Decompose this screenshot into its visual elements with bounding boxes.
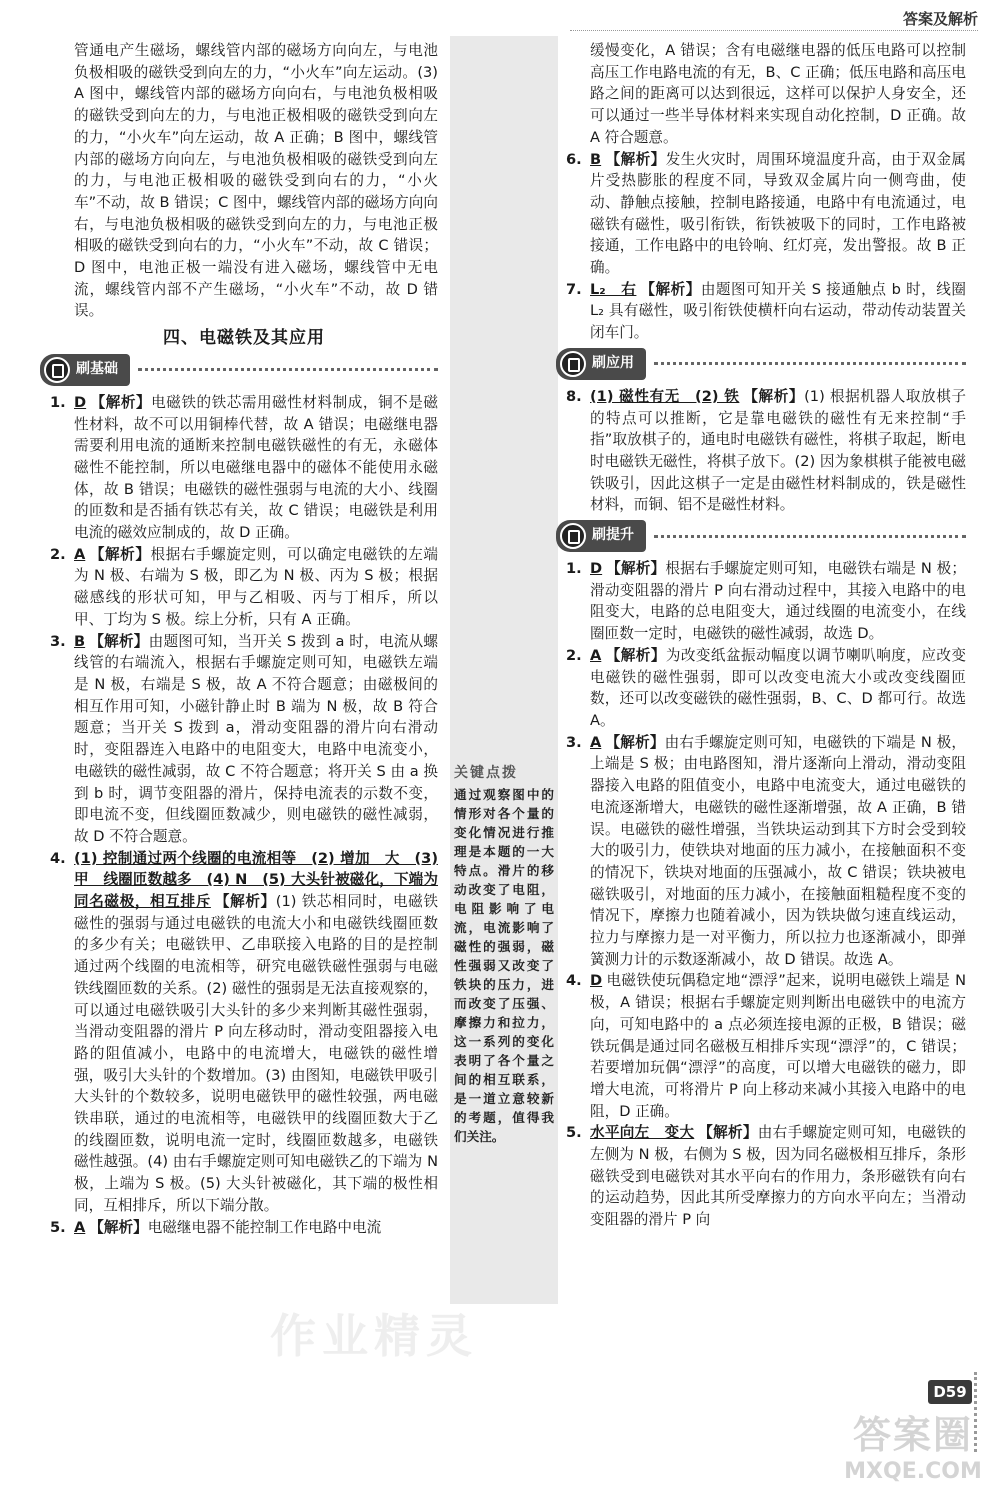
badge-improve [556, 520, 646, 552]
right-items-a [566, 149, 966, 344]
item-answer: A [74, 545, 86, 563]
item-tag: 【解析】 [743, 387, 805, 405]
item-text: 根据右手螺旋定则，可以确定电磁铁的左端为 N 极、右端为 S 极，即乙为 N 极、丙为 S 极；根据磁感线的形状可知，甲与乙相吸、丙与丁相斥，所以甲、丁均为 S 极。综上分析，只有 A 正确。 [74, 545, 438, 628]
item-text: 由右手螺旋定则可知，电磁铁的左侧为 N 极，右侧为 S 极，因为同名磁极相互排斥，条形磁铁受到电磁铁对其水平向右的作用力，条形磁铁有向右的运动趋势，因此其所受摩擦力的方向水平向左；当滑动变阻器的滑片 P 向 [590, 1124, 966, 1229]
item-number: 4. [50, 849, 66, 867]
item-answer: D [74, 393, 87, 411]
item-number: 1. [50, 393, 66, 411]
item-number: 5. [50, 1218, 66, 1236]
item-text: 电磁铁的铁芯需用磁性材料制成，铜不是磁性材料，故不可以用铜棒代替，故 A 错误；电磁继电器需要利用电流的通断来控制电磁铁磁性的有无，永磁体磁性不能控制，所以电磁继电器中的磁体不能使用永磁体，故 B 错误；电磁铁的磁性强弱与电流的大小、线圈的匝数和是否插有铁芯有关，故 C 错误；电磁铁是利用电流的磁效应制成的，故 D 正确。 [74, 393, 438, 542]
dotted-divider [654, 362, 966, 365]
answer-item [566, 732, 966, 971]
item-tag: 【解析】 [90, 393, 152, 411]
watermark-logo-text: 答案圈 [852, 1413, 973, 1457]
book-icon [560, 351, 586, 377]
page-number: D59 [928, 1380, 972, 1404]
left-items [50, 392, 438, 1238]
item-answer: A [74, 1218, 86, 1236]
item-answer: B [74, 632, 86, 650]
item-tag: 【解析】 [640, 280, 701, 298]
item-text: 电磁继电器不能控制工作电路中电流 [147, 1218, 382, 1236]
dotted-divider [654, 535, 966, 538]
badge-basic-row [40, 354, 438, 386]
item-tag: 【解析】 [89, 545, 151, 563]
answer-item [566, 1122, 966, 1231]
item-text: 为改变纸盆振动幅度以调节喇叭响度，应改变电磁铁的磁性强弱，即可以改变电流大小或改变线圈匝数，还可以改变磁铁的磁性强弱，B、C、D 都可行。故选 A。 [590, 646, 966, 729]
badge-apply-row [556, 348, 966, 380]
item-tag: 【解析】 [605, 646, 666, 664]
item-number: 8. [566, 387, 582, 405]
item-tag: 【解析】 [606, 560, 666, 578]
book-icon [560, 523, 586, 549]
item-tag: 【解析】 [89, 632, 149, 650]
right-column [566, 40, 966, 1231]
answer-item [566, 970, 966, 1122]
answer-item [566, 149, 966, 279]
answer-item [50, 544, 438, 631]
right-items-b [566, 386, 966, 516]
item-answer: A [590, 733, 602, 751]
item-answer: L₂ 右 [590, 280, 637, 298]
answer-item [566, 645, 966, 732]
answer-item [566, 558, 966, 645]
left-column [50, 40, 438, 1238]
item-tag: 【解析】 [605, 733, 665, 751]
section-title: 四、电磁铁及其应用 [163, 328, 325, 349]
item-answer: D [590, 972, 603, 990]
answer-item [566, 279, 966, 344]
badge-basic [40, 354, 130, 386]
item-answer: B [590, 150, 602, 168]
answer-item [50, 392, 438, 544]
item-text: 发生火灾时，周围环境温度升高，由于双金属片受热膨胀的程度不同，导致双金属片向一侧弯曲，使动、静触点接触，控制电路接通，电路中有电流通过，电磁铁有磁性，吸引衔铁，衔铁被吸下的同时，工作电路被接通，工作电路中的电铃响、红灯亮，发出警报。故 B 正确。 [590, 150, 966, 277]
item-text: 根据右手螺旋定则可知，电磁铁右端是 N 极；滑动变阻器的滑片 P 向右滑动过程中，其接入电路中的电阻变大，电路的总电阻变大，通过线圈的电流变小，在线圈匝数一定时，电磁铁的磁性减弱，故选 D。 [590, 560, 966, 643]
key-tip-note [454, 764, 554, 1146]
left-intro: 管通电产生磁场，螺线管内部的磁场方向向左，与电池负极相吸的磁铁受到向左的力，“小火车”向左运动。(3) A 图中，螺线管内部的磁场方向向右，与电池负极相吸的磁铁受到向左的力，与电池正极相吸的磁铁受到向左的力，“小火车”向左运动，故 A 正确；B 图中，螺线管内部的磁场方向向左，与电池负极相吸的磁铁受到向左的力，与电池正极相吸的磁铁受到向右的力，“小火车”不动，故 B 错误；C 图中，螺线管内部的磁场方向向右，与电池负极相吸的磁铁受到向左的力，与电池正极相吸的磁铁受到向右的力，“小火车”不动，故 C 错误；D 图中，电池正极一端没有进入磁场，螺线管中无电流，螺线管内部不产生磁场，“小火车”不动，故 D 错误。 [74, 42, 438, 320]
item-number: 1. [566, 560, 582, 578]
item-number: 2. [566, 646, 582, 664]
item-text: (1) 铁芯相同时，电磁铁磁性的强弱与通过电磁铁的电流大小和电磁铁线圈匝数的多少有关；电磁铁甲、乙串联接入电路的目的是控制通过两个线圈的电流相等，研究电磁铁磁性强弱与电磁铁线圈匝数的关系。(2) 磁性的强弱是无法直接观察的，可以通过电磁铁吸引大头针的多少来判断其磁性强弱，当滑动变阻器的滑片 P 向左移动时，滑动变阻器接入电路的阻值减小，电路中的电流增大，电磁铁的磁性增强，吸引大头针的个数增加。(3) 由图知，电磁铁甲吸引大头针的个数较多，说明电磁铁甲的磁性较强，两电磁铁串联，通过的电流相等，电磁铁甲的线圈匝数大于乙的线圈匝数，说明电流一定时，线圈匝数越多，电磁铁磁性越强。(4) 由右手螺旋定则可知电磁铁乙的下端为 N 极，上端为 S 极。(5) 大头针被磁化，其下端的极性相同，互相排斥，所以下端分散。 [74, 893, 438, 1214]
header-divider [570, 30, 978, 31]
book-icon [44, 357, 70, 383]
item-answer: 水平向左 变大 [590, 1124, 695, 1142]
page-header: 答案及解析 [902, 10, 978, 28]
item-text: 由题图可知，当开关 S 拨到 a 时，电流从螺线管的右端流入，根据右手螺旋定则可知，电磁铁左端是 N 极，右端是 S 极，故 A 不符合题意；由磁极间的相互作用可知，小磁针静止时 B 端为 N 极，故 B 符合题意；当开关 S 拨到 a，滑动变阻器的滑片向右滑动时，变阻器连入电路中的电阻变大，电路中电流变小，电磁铁的磁性减弱，故 C 不符合题意；将开关 S 由 a 换到 b 时，调节变阻器的滑片，保持电流表的示数不变，即电流不变，但线圈匝数减少，则电磁铁的磁性减弱，故 D 不符合题意。 [74, 632, 438, 845]
item-tag: 【解析】 [698, 1124, 758, 1142]
item-answer: (1) 控制通过两个线圈的电流相等 (2) 增加 大 (3) 甲 线圈匝数越多 (4) N (5) 大头针被磁化，下端为同名磁极，相互排斥 [74, 849, 438, 911]
badge-improve-label: 刷提升 [592, 527, 634, 544]
key-tip-title: 关键点拨 [454, 765, 518, 781]
item-number: 3. [566, 733, 582, 751]
item-answer: D [590, 560, 603, 578]
key-tip-text: 通过观察图中的情形对各个量的变化情况进行推理是本题的一大特点。滑片的移动改变了电阻，电阻影响了电流，电流影响了磁性的强弱，磁性强弱又改变了铁块的压力，进而改变了压强、摩擦力和拉力，这一系列的变化表明了各个量之间的相互联系，是一道立意较新的考题，值得我们关注。 [454, 787, 554, 1144]
answer-item [50, 1217, 438, 1239]
answer-item [50, 631, 438, 848]
item-tag: 【解析】 [605, 150, 666, 168]
item-text: 电磁铁使玩偶稳定地“漂浮”起来，说明电磁铁上端是 N 极，A 错误；根据右手螺旋定则判断出电磁铁中的电流方向，可知电路中的 a 点必须连接电源的正极，B 错误；磁铁玩偶是通过同名磁极互相排斥实现“漂浮”的，C 错误；若要增加玩偶“漂浮”的高度，可以增大电磁铁的磁力，即增大电流，可将滑片 P 向上移动来减小其接入电路中的电阻，D 正确。 [590, 972, 966, 1120]
badge-apply [556, 348, 646, 380]
item-number: 3. [50, 632, 66, 650]
item-number: 7. [566, 280, 582, 298]
right-intro: 缓慢变化，A 错误；含有电磁继电器的低压电路可以控制高压工作电路电流的有无，B、C 正确；低压电路和高压电路之间的距离可以达到很远，这样可以保护人身安全，还可以通过一些半导体材料来实现自动化控制，D 正确。故 A 符合题意。 [590, 42, 966, 146]
watermark-logo [830, 1404, 996, 1484]
badge-improve-row [556, 520, 966, 552]
item-answer: A [590, 646, 602, 664]
item-text: 由右手螺旋定则可知，电磁铁的下端是 N 极，上端是 S 极；由电路图知，滑片逐渐向上滑动，滑动变阻器接入电路的阻值变小，电路中电流变大，通过电磁铁的电流逐渐增大，电磁铁的磁性逐渐增强，故 A 正确，B 错误。电磁铁的磁性增强，当铁块运动到其下方时会受到较大的吸引力，使铁块对地面的压力减小，在接触面积不变的情况下，铁块对地面的压强减小，故 C 错误；铁块被电磁铁吸引，对地面的压力减小，在接触面粗糙程度不变的情况下，摩擦力也随着减小，因为铁块做匀速直线运动，拉力与摩擦力是一对平衡力，所以拉力也逐渐减小，即弹簧测力计的示数逐渐减小，故 D 错误。故选 A。 [590, 733, 966, 968]
answer-item [566, 386, 966, 516]
item-number: 4. [566, 972, 582, 990]
watermark-logo-url: MXQE.COM [844, 1459, 982, 1484]
dotted-divider [138, 368, 438, 371]
right-items-c [566, 558, 966, 1231]
item-number: 5. [566, 1124, 582, 1142]
watermark-text: 作业精灵 [270, 1309, 478, 1363]
item-tag: 【解析】 [89, 1218, 148, 1236]
item-tag: 【解析】 [214, 893, 276, 911]
badge-basic-label: 刷基础 [76, 360, 118, 377]
badge-apply-label: 刷应用 [592, 354, 634, 371]
item-number: 2. [50, 545, 66, 563]
answer-item [50, 848, 438, 1217]
item-text: 由题图可知开关 S 接通触点 b 时，线圈 L₂ 具有磁性，吸引衔铁使横杆向右运动，带动传动装置关闭车门。 [590, 280, 966, 342]
item-number: 6. [566, 150, 582, 168]
item-answer: (1) 磁性有无 (2) 铁 [590, 387, 740, 405]
item-text: (1) 根据机器人取放棋子的特点可以推断，它是靠电磁铁的磁性有无来控制“手指”取放棋子的，通电时电磁铁有磁性，将棋子取起，断电时电磁铁无磁性，将棋子放下。(2) 因为象棋棋子能被电磁铁吸引，因此这棋子一定是由磁性材料制成的，铁是磁性材料，而铜、铝不是磁性材料。 [590, 387, 966, 514]
